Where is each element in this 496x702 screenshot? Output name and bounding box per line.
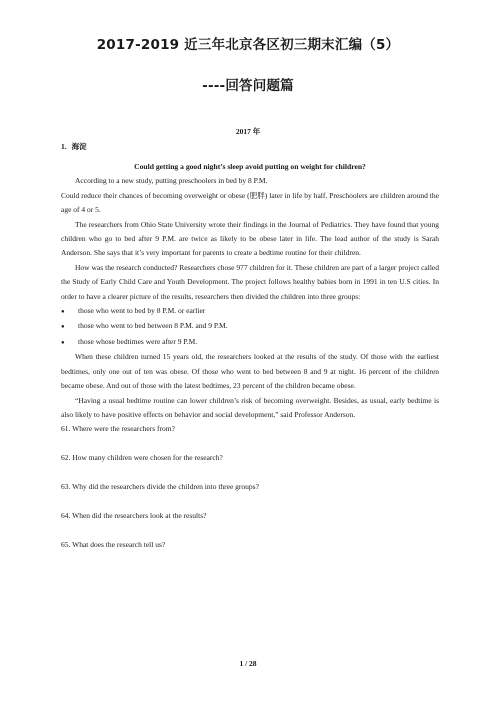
answer-space: [61, 437, 439, 451]
passage-body: [61, 160, 439, 552]
question-62: 62. How many children were chosen for the research?: [61, 453, 223, 463]
bullet-text: those whose bedtimes were after 9 P.M.: [78, 336, 198, 346]
passage-paragraph-4: How was the research conducted? Researchers chose 977 children for it. These children are part of a larger project called the Study of Early Child Care and Youth Development. The project follows healthy babies born in 1991 in ten U.S cities. In order to have a clearer picture of the results, researchers then divided the children into three groups:: [61, 262, 439, 301]
bullet-item: [61, 304, 439, 319]
year-heading: 2017 年: [235, 127, 261, 136]
question-64: 64. When did the researchers look at the results?: [61, 510, 207, 520]
section-number: 1.: [61, 142, 67, 151]
passage-title: Could getting a good night’s sleep avoid putting on weight for children?: [134, 162, 366, 171]
answer-space: [61, 523, 439, 537]
section-heading: [61, 141, 87, 152]
bullet-text: those who went to bed by 8 P.M. or earlier: [78, 306, 206, 316]
answer-space: [61, 494, 439, 508]
bullet-text: those who went to bed between 8 P.M. and 9 P.M.: [78, 321, 228, 331]
passage-paragraph-1: According to a new study, putting preschoolers in bed by 8 P.M.: [75, 176, 268, 186]
page-number: 1 / 28: [239, 659, 257, 668]
passage-paragraph-6: “Having a usual bedtime routine can lower children’s risk of becoming overweight. Besides, as usual, early bedtime is also likely to have positive effects on behavior and social development,” said Professor Anderson.: [61, 395, 439, 419]
passage-paragraph-5: When these children turned 15 years old, the researchers looked at the results of the study. Of those with the earliest bedtimes, only one out of ten was obese. Of those who went to bed between 8 and 9 at night. 16 percent of the children became obese. And out of those with the latest bedtimes, 23 percent of the children became obese.: [61, 352, 439, 391]
section-name: 海淀: [71, 142, 87, 151]
passage-paragraph-2: Could reduce their chances of becoming overweight or obese (肥胖) later in life by half. Preschoolers are children around the age of 4 or 5.: [61, 190, 439, 215]
bullet-dot-icon: ●: [61, 339, 65, 346]
answer-space: [61, 466, 439, 480]
document-subtitle: ----回答问题篇: [202, 78, 294, 94]
question-63: 63. Why did the researchers divide the children into three groups?: [61, 481, 259, 491]
bullet-item: [61, 335, 439, 350]
bullet-item: [61, 319, 439, 334]
question-61: 61. Where were the researchers from?: [61, 424, 175, 434]
bullet-dot-icon: ●: [61, 324, 65, 331]
bullet-dot-icon: ●: [61, 309, 65, 316]
question-65: 65. What does the research tell us?: [61, 539, 166, 549]
document-title: 2017-2019 近三年北京各区初三期末汇编（5）: [96, 37, 400, 53]
passage-paragraph-3: The researchers from Ohio State University wrote their findings in the Journal of Pediatrics. They have found that young children who go to bed after 9 P.M. are twice as likely to be obese later in life. The lead author of the study is Sarah Anderson. She says that it’s very important for parents to create a bedtime routine for their children.: [61, 219, 439, 258]
